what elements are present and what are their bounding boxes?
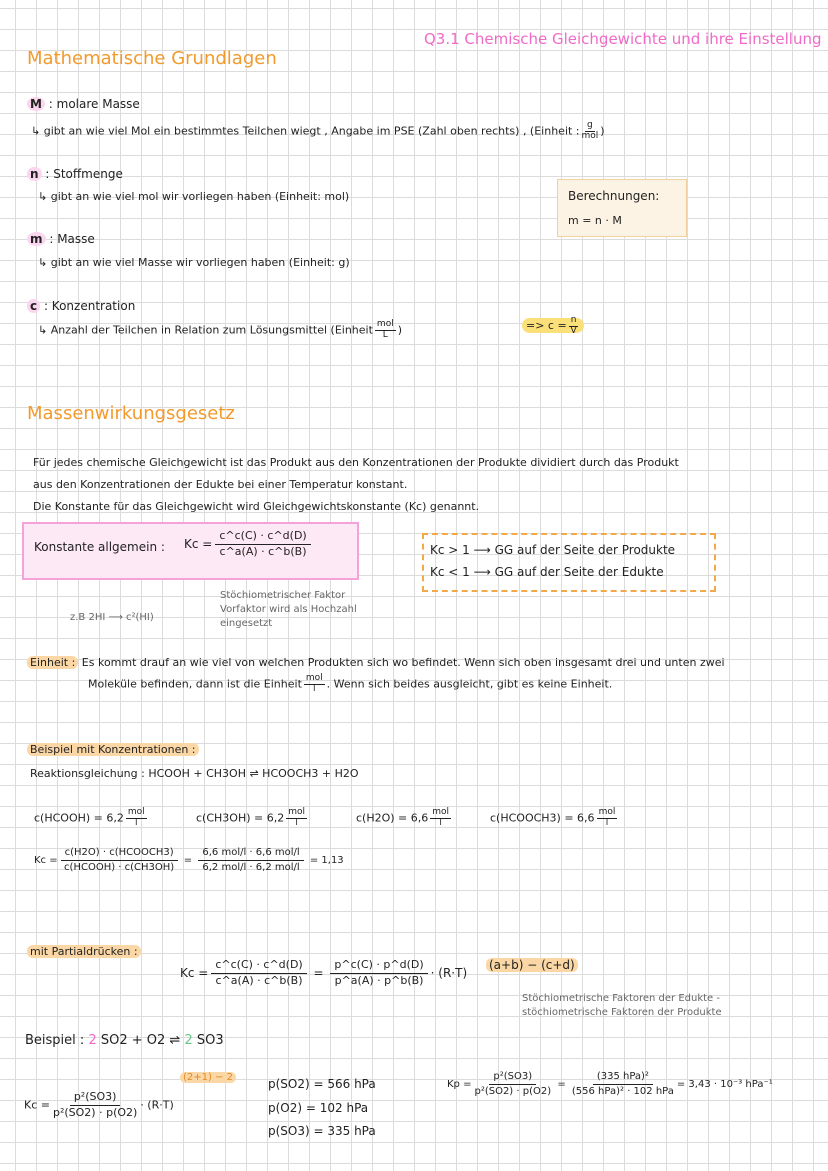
- desc-text: ↳ Anzahl der Teilchen in Relation zum Lösungsmittel (Einheit: [38, 323, 373, 337]
- prefix: => c =: [526, 319, 567, 333]
- conc-value-1: [34, 808, 149, 829]
- label: c(CH3OH) = 6,2: [196, 811, 285, 825]
- rt: · (R·T): [430, 965, 468, 980]
- rules-box: [422, 533, 716, 592]
- lhs: Kc =: [34, 855, 58, 866]
- term-name: : Masse: [49, 232, 95, 246]
- unit: [597, 808, 618, 829]
- lhs: Kc =: [24, 1098, 50, 1112]
- den: p²(SO2) · p(O2): [474, 1085, 552, 1097]
- kc-calculation: Kc = c(H2O) · c(HCOOCH3) c(HCOOH) · c(CH3OH) = 6,6 mol/l · 6,6 mol/l 6,2 mol/l · 6,2 mol/l = 1,13: [34, 847, 344, 873]
- exponent: (a+b) − (c+d): [486, 958, 578, 972]
- num: c^c(C) · c^d(D): [215, 529, 310, 545]
- den: c(HCOOH) · c(CH3OH): [64, 861, 175, 873]
- coef-2: 2: [184, 1033, 193, 1048]
- num: n: [570, 315, 577, 325]
- den: 6,2 mol/l · 6,2 mol/l: [202, 861, 300, 873]
- unit: [286, 808, 307, 829]
- unit-line-1: [27, 656, 725, 669]
- symbol: m: [27, 232, 46, 246]
- unit-text: Moleküle befinden, dann ist die Einheit: [88, 677, 302, 691]
- lhs: Kp =: [447, 1079, 472, 1090]
- desc-konzentration: [38, 320, 402, 341]
- concentration-formula: [522, 316, 584, 337]
- para-line-2: aus den Konzentrationen der Edukte bei einer Temperatur konstant.: [33, 478, 408, 491]
- tail: ): [397, 323, 402, 337]
- desc-text: ↳ gibt an wie viel Mol ein bestimmtes Teilchen wiegt , Angabe im PSE (Zahl oben rechts) , (Einheit :: [31, 124, 580, 138]
- fraction-p: [330, 958, 427, 989]
- rule-less: Kc < 1 ⟶ GG auf der Seite der Edukte: [430, 565, 664, 579]
- kp-calculation: Kp = $\frac{\text{p²(SO3)}}{\text{p²(SO2) · p(O2)}}$ = (335 hPa)² (556 hPa)² · 102 hPa = 3,43 · 10⁻³ hPa⁻¹: [447, 1071, 773, 1097]
- fraction-symbolic: [474, 1070, 551, 1098]
- den: L: [382, 329, 388, 340]
- pressure-so2: p(SO2) = 566 hPa: [268, 1077, 376, 1091]
- lhs: Kc =: [184, 536, 213, 551]
- label: c(HCOOCH3) = 6,6: [490, 811, 595, 825]
- conc-value-3: [356, 808, 453, 829]
- num: mol: [376, 319, 394, 329]
- unit-text: . Wenn sich beides ausgleicht, gibt es keine Einheit.: [326, 677, 613, 691]
- fraction-c: [211, 958, 306, 989]
- rt: · (R·T): [140, 1098, 174, 1112]
- symbol: n: [27, 167, 42, 181]
- example-reaction: [25, 1033, 224, 1048]
- section-title-grundlagen: Mathematische Grundlagen: [27, 48, 277, 69]
- den: c^a(A) · c^b(B): [215, 973, 303, 987]
- general-formula: [184, 529, 314, 560]
- partial-note-2: stöchiometrische Faktoren der Produkte: [522, 1007, 722, 1018]
- unit: [126, 808, 147, 829]
- calc-formula: m = n · M: [568, 214, 622, 227]
- fraction: [215, 529, 310, 560]
- den: mol: [581, 130, 599, 141]
- num: c^c(C) · c^d(D): [211, 958, 306, 974]
- result: = 1,13: [309, 855, 344, 866]
- den: p²(SO2) · p(O2): [52, 1105, 138, 1119]
- den: l: [605, 817, 609, 828]
- num: mol: [127, 807, 145, 817]
- term-name: : Stoffmenge: [45, 167, 123, 181]
- fraction: [53, 1090, 137, 1121]
- den: l: [439, 817, 442, 828]
- num: mol: [288, 807, 305, 817]
- partial-formula: Kc = $\frac{c\^{}c(C) \cdot c\^{}d(D)}{c\^{}a(A) \cdot c\^{}b(B)}$ = $\frac{p\^{}c(C) \cdot p\^{}d(D)}{p\^{}a(A) \cdot p\^{}b(B)}$ · (R·T): [180, 958, 468, 987]
- topic-heading: Q3.1 Chemische Gleichgewichte und ihre Einstellung: [424, 30, 822, 48]
- fraction: [569, 316, 579, 337]
- label: c(H2O) = 6,6: [356, 811, 429, 825]
- num: mol: [598, 807, 616, 817]
- result: = 3,43 · 10⁻³ hPa⁻¹: [676, 1079, 773, 1090]
- partial-title: [27, 945, 141, 958]
- num: g: [587, 120, 593, 130]
- num: mol: [305, 673, 323, 683]
- kc-pressure-formula: [24, 1090, 174, 1121]
- kc-exponent: [180, 1072, 236, 1083]
- title: Beispiel mit Konzentrationen :: [27, 743, 199, 756]
- pressure-so3: p(SO3) = 335 hPa: [268, 1124, 376, 1138]
- coef-1: 2: [88, 1033, 97, 1048]
- den: V: [570, 325, 577, 336]
- pressure-o2: p(O2) = 102 hPa: [268, 1101, 369, 1115]
- calc-title: Berechnungen:: [568, 189, 660, 203]
- exponent: (2+1) − 2: [180, 1072, 236, 1083]
- term-masse: [27, 232, 95, 246]
- unit-fraction: [304, 674, 325, 695]
- fraction-symbolic: [61, 846, 178, 874]
- num: p^c(C) · p^d(D): [330, 958, 427, 974]
- reaction-equation: Reaktionsgleichung : HCOOH + CH3OH ⇌ HCOOCH3 + H2O: [30, 767, 359, 780]
- general-label: Konstante allgemein :: [34, 540, 165, 554]
- unit-text: Es kommt drauf an wie viel von welchen Produkten sich wo befindet. Wenn sich oben insgesamt drei und unten zwei: [81, 656, 725, 669]
- partial-note-1: Stöchiometrische Faktoren der Edukte -: [522, 993, 720, 1004]
- end: SO3: [196, 1033, 224, 1048]
- num: p²(SO3): [70, 1090, 121, 1106]
- unit-line-2: [88, 674, 612, 695]
- desc-masse: ↳ gibt an wie viel Masse wir vorliegen haben (Einheit: g): [38, 256, 350, 269]
- symbol: M: [27, 97, 45, 111]
- num: 6,6 mol/l · 6,6 mol/l: [198, 846, 303, 861]
- unit-fraction: [582, 121, 599, 142]
- symbol: c: [27, 299, 40, 313]
- note-1: Stöchiometrischer Faktor: [220, 590, 346, 601]
- formula-highlight: [522, 315, 584, 336]
- section-title-mwg: Massenwirkungsgesetz: [27, 403, 235, 424]
- label: Beispiel :: [25, 1033, 85, 1048]
- tail: ): [600, 124, 605, 138]
- unit-fraction: [375, 320, 396, 341]
- term-stoffmenge: [27, 167, 123, 181]
- num: p²(SO3): [489, 1070, 536, 1085]
- term-name: : Konzentration: [43, 299, 136, 313]
- unit: [430, 808, 451, 829]
- den: l: [295, 817, 298, 828]
- label: c(HCOOH) = 6,2: [34, 811, 124, 825]
- rule-greater: Kc > 1 ⟶ GG auf der Seite der Produkte: [430, 543, 676, 557]
- mid: SO2 + O2 ⇌: [100, 1033, 181, 1048]
- example-hi: z.B 2HI ⟶ c²(HI): [70, 612, 154, 623]
- unit-label: Einheit :: [27, 656, 78, 669]
- partial-exponent: [486, 958, 578, 972]
- general-constant-box: [22, 522, 359, 580]
- term-name: : molare Masse: [48, 97, 140, 111]
- note-2: Vorfaktor wird als Hochzahl: [220, 604, 357, 615]
- den: (556 hPa)² · 102 hPa: [571, 1085, 674, 1097]
- fraction-numeric: [198, 846, 303, 874]
- lhs: Kc =: [180, 965, 209, 980]
- term-konzentration: [27, 299, 135, 313]
- fraction-numeric: [572, 1070, 674, 1098]
- conc-value-4: [490, 808, 619, 829]
- num: c(H2O) · c(HCOOCH3): [61, 846, 178, 861]
- num: (335 hPa)²: [593, 1070, 653, 1085]
- calculation-box: [557, 179, 687, 237]
- conc-value-2: [196, 808, 309, 829]
- desc-molare-masse: [31, 121, 605, 142]
- desc-stoffmenge: ↳ gibt an wie viel mol wir vorliegen haben (Einheit: mol): [38, 190, 350, 203]
- den: c^a(A) · c^b(B): [219, 544, 307, 558]
- den: l: [135, 817, 138, 828]
- note-3: eingesetzt: [220, 618, 273, 629]
- den: l: [313, 683, 316, 694]
- para-line-3: Die Konstante für das Gleichgewicht wird Gleichgewichtskonstante (Kc) genannt.: [33, 500, 480, 513]
- den: p^a(A) · p^b(B): [334, 973, 424, 987]
- title: mit Partialdrücken :: [27, 945, 141, 958]
- para-line-1: Für jedes chemische Gleichgewicht ist das Produkt aus den Konzentrationen der Produkte dividiert durch das Produkt: [33, 456, 679, 469]
- example-conc-title: [27, 743, 199, 756]
- term-molare-masse: [27, 97, 140, 111]
- num: mol: [432, 807, 450, 817]
